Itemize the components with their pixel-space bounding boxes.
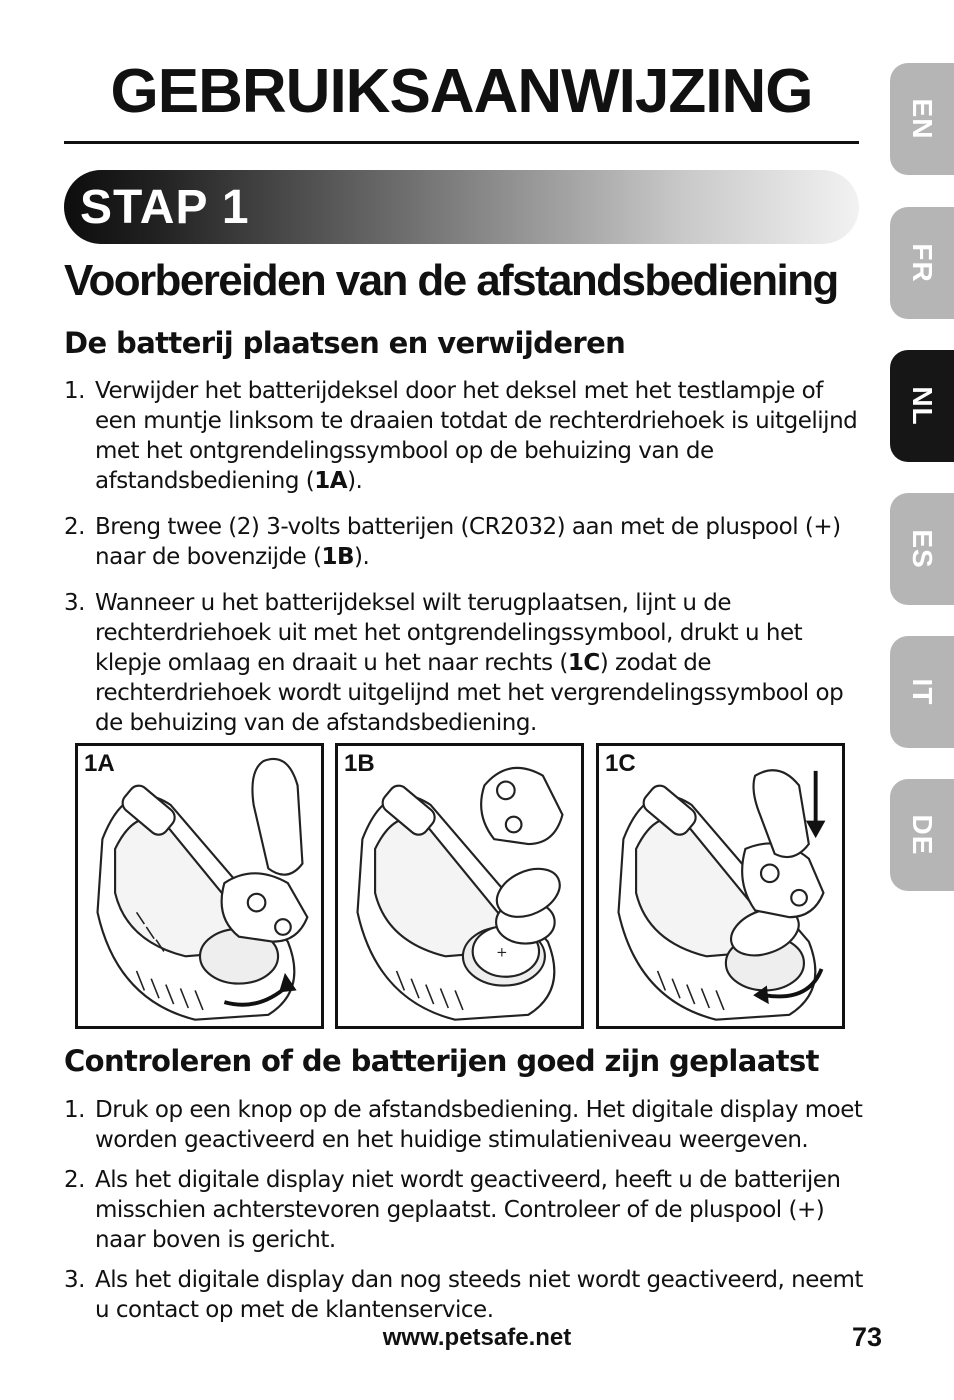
battery-steps: [64, 376, 864, 738]
remote-close-cover-illustration: [599, 746, 842, 1026]
step-number: 3.: [64, 1267, 85, 1293]
footer-url: www.petsafe.net: [382, 1324, 572, 1351]
tab-label: DE: [907, 814, 938, 856]
step-number: 2.: [64, 514, 85, 540]
figure-1c: [596, 743, 845, 1029]
tab-en[interactable]: [890, 63, 954, 175]
tab-label: FR: [907, 243, 938, 283]
check-heading: Controleren of de batterijen goed zijn geplaatst: [64, 1044, 819, 1078]
figure-ref: 1B: [321, 544, 355, 570]
figure-label: 1B: [344, 750, 375, 777]
figure-label: 1A: [84, 750, 115, 777]
figure-ref: 1C: [567, 650, 600, 676]
step-text-end: ).: [347, 468, 363, 494]
tab-fr[interactable]: [890, 207, 954, 319]
list-item: [64, 1095, 864, 1155]
tab-label: ES: [907, 529, 938, 569]
figure-label: 1C: [605, 750, 636, 777]
list-item: [64, 1165, 864, 1255]
step-text: Druk op een knop op de afstandsbediening. Het digitale display moet worden geactiveerd en het huidige stimulatieniveau weergeven.: [95, 1097, 863, 1153]
page-number: 73: [852, 1322, 883, 1352]
step-label: STAP 1: [80, 181, 250, 234]
step-number: 1.: [64, 378, 85, 404]
remote-open-cover-illustration: [78, 746, 321, 1026]
list-item: [64, 1265, 864, 1325]
remote-batteries-illustration: [338, 746, 581, 1026]
step-number: 3.: [64, 590, 85, 616]
step-text: Verwijder het batterijdeksel door het deksel met het testlampje of een muntje linksom te draaien totdat de rechterdriehoek is uitgelijnd met het ontgrendelingssymbool op de behuizing van de afstandsbediening (: [95, 378, 858, 494]
step-text: Wanneer u het batterijdeksel wilt terugplaatsen, lijnt u de rechterdriehoek uit met het ontgrendelingssymbool, drukt u het klepje omlaag en draait u het naar rechts (: [95, 590, 803, 676]
step-text-end: ).: [354, 544, 370, 570]
step-text: Breng twee (2) 3-volts batterijen (CR2032) aan met de pluspool (+) naar de bovenzijde (: [95, 514, 841, 570]
check-steps: [64, 1095, 864, 1325]
tab-it[interactable]: [890, 636, 954, 748]
page-title: GEBRUIKSAANWIJZING: [110, 57, 813, 126]
list-item: [64, 376, 864, 496]
tab-nl[interactable]: [890, 350, 954, 462]
title-divider: [64, 141, 859, 144]
section-title: Voorbereiden van de afstandsbediening: [64, 256, 838, 305]
figure-ref: 1A: [314, 468, 348, 494]
tab-de[interactable]: [890, 779, 954, 891]
step-number: 2.: [64, 1167, 85, 1193]
step-text: Als het digitale display dan nog steeds niet wordt geactiveerd, neemt u contact op met de klantenservice.: [95, 1267, 863, 1323]
battery-heading: De batterij plaatsen en verwijderen: [64, 326, 626, 360]
figure-1b: [335, 743, 584, 1029]
tab-label: EN: [907, 98, 938, 140]
step-text: Als het digitale display niet wordt geactiveerd, heeft u de batterijen misschien achterstevoren geplaatst. Controleer of de pluspool (+) naar boven is gericht.: [95, 1167, 841, 1253]
svg-text:+: +: [496, 944, 508, 961]
tab-label: NL: [907, 386, 938, 426]
tab-label: IT: [907, 678, 938, 706]
tab-es[interactable]: [890, 493, 954, 605]
step-text-end: ) zodat de rechterdriehoek wordt uitgelijnd met het vergrendelingssymbool op de behuizing van de afstandsbediening.: [95, 650, 844, 736]
list-item: [64, 588, 864, 738]
step-number: 1.: [64, 1097, 85, 1123]
list-item: [64, 512, 864, 572]
figure-1a: [75, 743, 324, 1029]
